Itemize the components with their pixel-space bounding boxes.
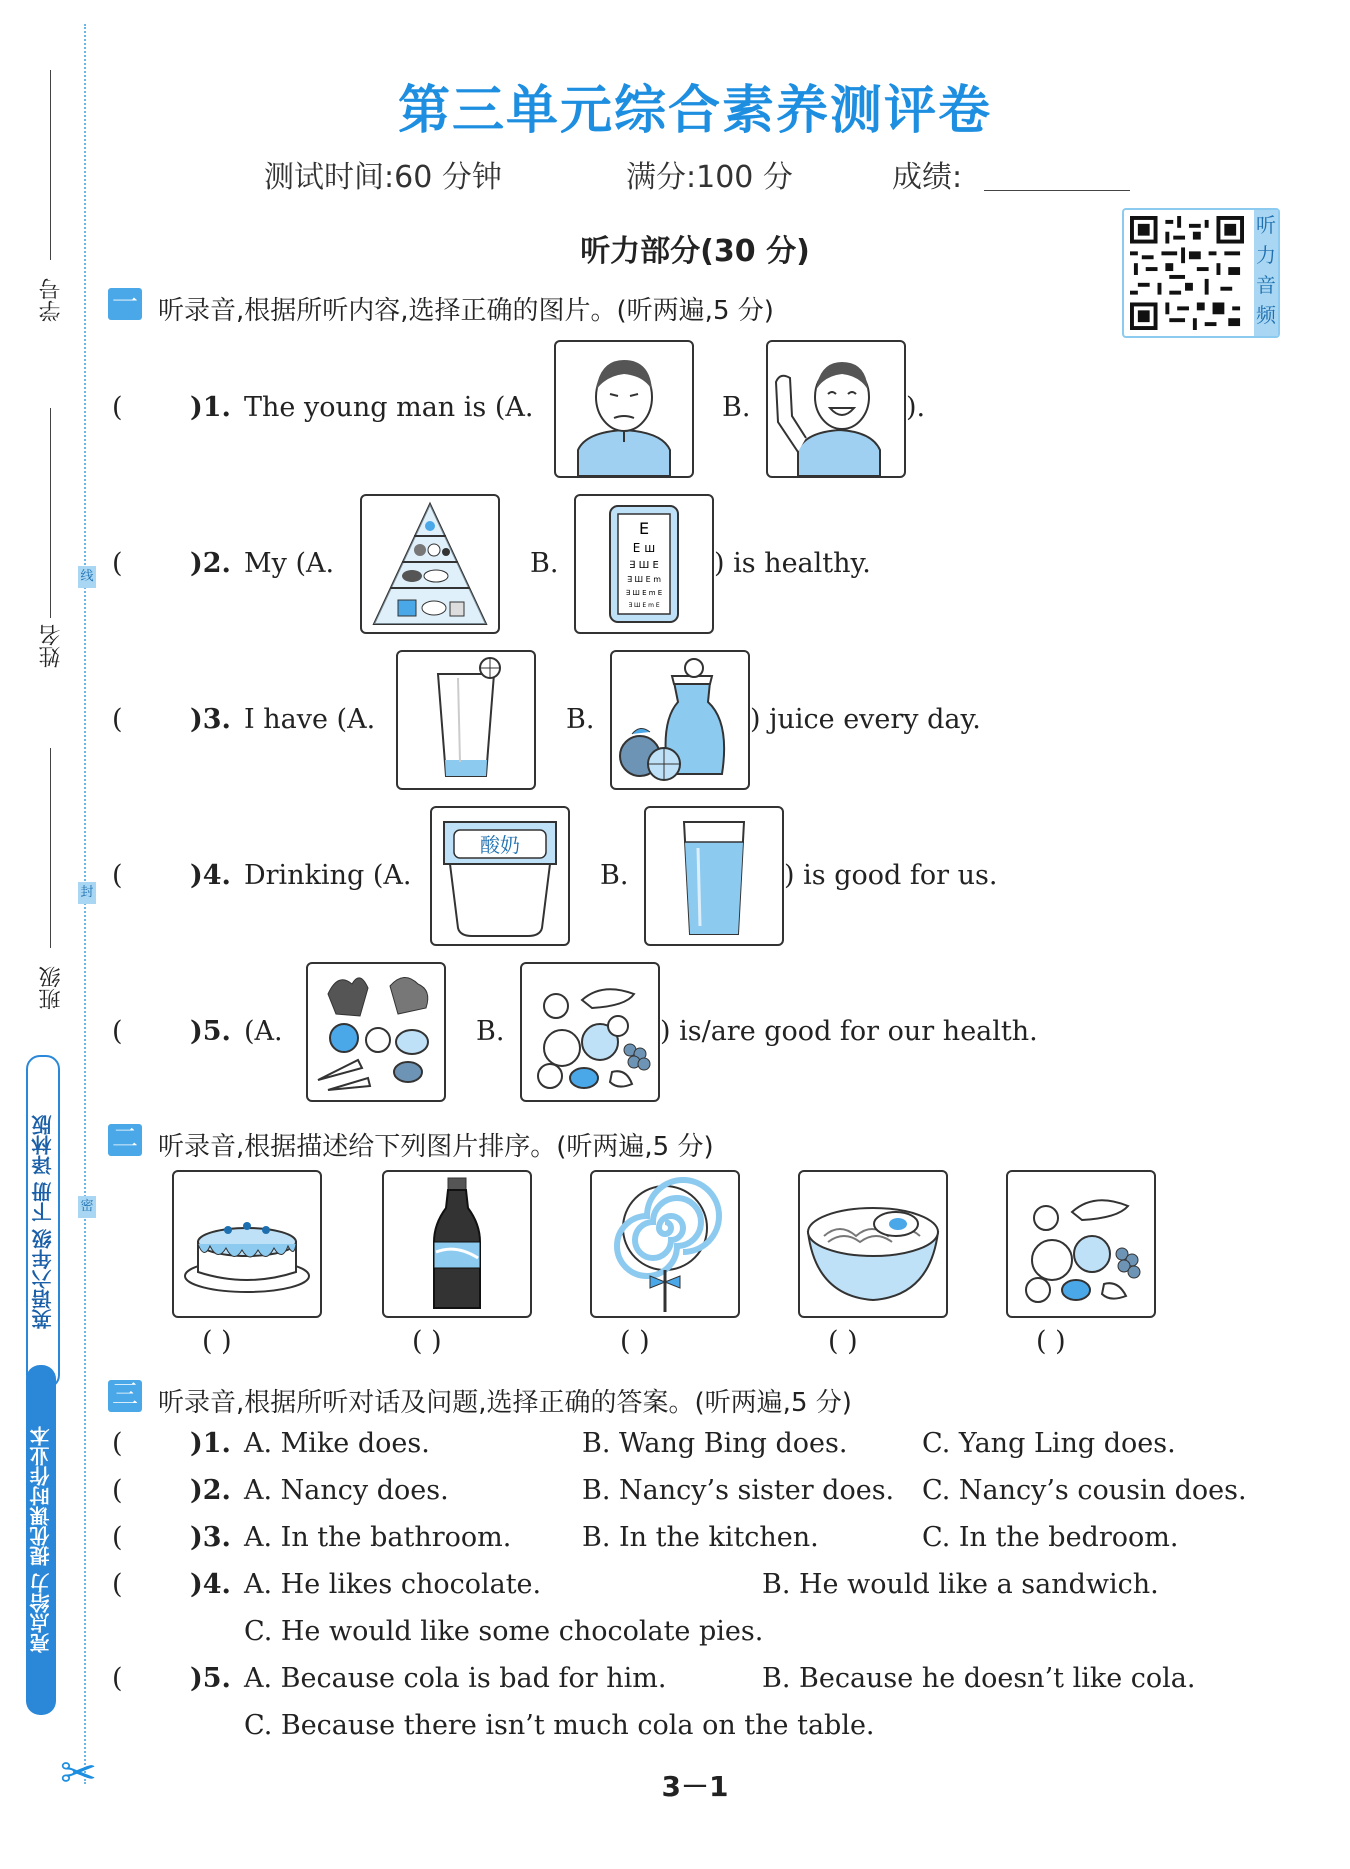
- option-c: C. He would like some chocolate pies.: [244, 1616, 764, 1647]
- option-a-picture[interactable]: [306, 962, 446, 1102]
- eye-chart-row: ∃ Ш E: [629, 560, 659, 571]
- qr-code[interactable]: [1122, 208, 1280, 338]
- option-a: A. Nancy does.: [244, 1475, 449, 1506]
- cake-icon: [174, 1172, 320, 1316]
- series-band: 亮点给力 提优课时作业本: [26, 1365, 56, 1715]
- question-text: (A.: [244, 1016, 283, 1047]
- order-answer-4[interactable]: ( ): [828, 1326, 858, 1357]
- part3-instruction: 听录音,根据所听对话及问题,选择正确的答案。(听两遍,5 分): [158, 1388, 852, 1418]
- mark-seal: 封: [78, 882, 96, 904]
- order-picture-5: [1006, 1170, 1156, 1318]
- question-number: )5.: [190, 1016, 231, 1047]
- part1-badge: 一: [108, 288, 142, 320]
- answer-paren[interactable]: (: [112, 1569, 123, 1600]
- option-c: C. In the bedroom.: [922, 1522, 1179, 1553]
- yoghurt-label: 酸奶: [480, 833, 520, 857]
- cola-bottle-icon: [384, 1172, 530, 1316]
- eye-chart-row: ∃ Ш E m: [626, 575, 662, 584]
- option-a: A. In the bathroom.: [244, 1522, 512, 1553]
- question-text: I have (A.: [244, 704, 376, 735]
- food-pyramid-icon: [362, 496, 498, 632]
- option-c: C. Yang Ling does.: [922, 1428, 1176, 1459]
- yoghurt-cup-icon: [432, 808, 568, 944]
- eye-chart-row: E ш: [632, 541, 656, 555]
- option-b: B. Because he doesn’t like cola.: [762, 1663, 1196, 1694]
- student-no-label: 学号: [39, 278, 64, 322]
- class-label: 班级: [39, 966, 64, 1010]
- question-number: )1.: [190, 1428, 231, 1459]
- option-b-picture[interactable]: [610, 650, 750, 790]
- question-text-end: ) is healthy.: [714, 548, 871, 579]
- option-b-label: B.: [566, 704, 595, 735]
- option-b-picture[interactable]: [520, 962, 660, 1102]
- page-title: 第三单元综合素养测评卷: [397, 81, 992, 141]
- eye-chart-icon: [576, 496, 712, 632]
- option-b-picture[interactable]: [644, 806, 784, 946]
- answer-paren[interactable]: (: [112, 860, 123, 891]
- page-number: 3－1: [661, 1770, 729, 1803]
- part1-instruction: 听录音,根据所听内容,选择正确的图片。(听两遍,5 分): [158, 296, 774, 326]
- vegetables-icon: [308, 964, 444, 1100]
- score-blank: [984, 190, 1130, 191]
- tired-man-icon: [556, 342, 692, 476]
- jug-of-orange-juice-icon: [612, 652, 748, 788]
- nearly-empty-glass-icon: [398, 652, 534, 788]
- question-number: )2.: [190, 548, 231, 579]
- question-text-end: ) is good for us.: [784, 860, 998, 891]
- option-b-picture[interactable]: [574, 494, 714, 634]
- glass-of-water-icon: [646, 808, 782, 944]
- order-answer-2[interactable]: ( ): [412, 1326, 442, 1357]
- option-b: B. He would like a sandwich.: [762, 1569, 1159, 1600]
- question-text: Drinking (A.: [244, 860, 412, 891]
- part2-badge: 二: [108, 1124, 142, 1156]
- listening-section-title: 听力部分(30 分): [580, 234, 810, 269]
- option-b: B. Wang Bing does.: [582, 1428, 848, 1459]
- question-number: )5.: [190, 1663, 231, 1694]
- noodles-bowl-icon: [800, 1172, 946, 1316]
- answer-paren[interactable]: (: [112, 704, 123, 735]
- option-a: A. Because cola is bad for him.: [244, 1663, 667, 1694]
- question-text-end: ) juice every day.: [750, 704, 981, 735]
- eye-chart-row: ∃ Ш E m E: [625, 589, 663, 597]
- strong-man-icon: [768, 342, 904, 476]
- option-a-picture[interactable]: [430, 806, 570, 946]
- question-number: )3.: [190, 1522, 231, 1553]
- answer-paren[interactable]: (: [112, 1428, 123, 1459]
- question-text-end: ) is/are good for our health.: [660, 1016, 1038, 1047]
- mark-line: 线: [78, 566, 96, 588]
- option-a-picture[interactable]: [396, 650, 536, 790]
- full-score: 满分:100 分: [626, 160, 793, 195]
- question-number: )2.: [190, 1475, 231, 1506]
- test-time: 测试时间:60 分钟: [264, 160, 502, 195]
- option-b-picture[interactable]: [766, 340, 906, 478]
- mark-close: 密: [78, 1196, 96, 1218]
- order-answer-3[interactable]: ( ): [620, 1326, 650, 1357]
- question-number: )1.: [190, 392, 231, 423]
- question-number: )3.: [190, 704, 231, 735]
- order-answer-5[interactable]: ( ): [1036, 1326, 1066, 1357]
- order-picture-3: [590, 1170, 740, 1318]
- question-text-end: ).: [906, 392, 926, 423]
- option-a: A. He likes chocolate.: [244, 1569, 542, 1600]
- question-text: The young man is (A.: [244, 392, 534, 423]
- cut-line: [84, 24, 86, 1784]
- name-blank: [50, 408, 51, 618]
- option-b: B. In the kitchen.: [582, 1522, 819, 1553]
- option-b-label: B.: [722, 392, 751, 423]
- answer-paren[interactable]: (: [112, 1475, 123, 1506]
- order-picture-4: [798, 1170, 948, 1318]
- option-a-picture[interactable]: [554, 340, 694, 478]
- option-b-label: B.: [530, 548, 559, 579]
- question-number: )4.: [190, 1569, 231, 1600]
- fruit-icon: [522, 964, 658, 1100]
- option-a: A. Mike does.: [244, 1428, 430, 1459]
- option-b-label: B.: [476, 1016, 505, 1047]
- order-picture-2: [382, 1170, 532, 1318]
- answer-paren[interactable]: (: [112, 392, 123, 423]
- part3-badge: 三: [108, 1380, 142, 1412]
- answer-paren[interactable]: (: [112, 1522, 123, 1553]
- answer-paren[interactable]: (: [112, 1016, 123, 1047]
- book-band: 英语六年级 下册 译林版: [26, 1055, 60, 1389]
- answer-paren[interactable]: (: [112, 1663, 123, 1694]
- question-text: My (A.: [244, 548, 335, 579]
- name-label: 姓名: [39, 624, 64, 668]
- fruit-icon: [1008, 1172, 1154, 1316]
- order-answer-1[interactable]: ( ): [202, 1326, 232, 1357]
- option-b: B. Nancy’s sister does.: [582, 1475, 895, 1506]
- option-b-label: B.: [600, 860, 629, 891]
- eye-chart-row: ∃ Ш E m E: [628, 602, 660, 609]
- question-number: )4.: [190, 860, 231, 891]
- score-label: 成绩:: [892, 160, 963, 195]
- option-c: C. Because there isn’t much cola on the table.: [244, 1710, 875, 1741]
- lollipop-icon: [592, 1172, 738, 1316]
- order-picture-1: [172, 1170, 322, 1318]
- answer-paren[interactable]: (: [112, 548, 123, 579]
- class-blank: [50, 748, 51, 948]
- part2-instruction: 听录音,根据描述给下列图片排序。(听两遍,5 分): [158, 1132, 714, 1162]
- qr-label: 听力音频: [1254, 210, 1278, 336]
- eye-chart-row: E: [638, 519, 650, 538]
- scissors-icon: ✂: [60, 1748, 97, 1799]
- option-c: C. Nancy’s cousin does.: [922, 1475, 1247, 1506]
- qr-code-icon: [1130, 216, 1244, 330]
- option-a-picture[interactable]: [360, 494, 500, 634]
